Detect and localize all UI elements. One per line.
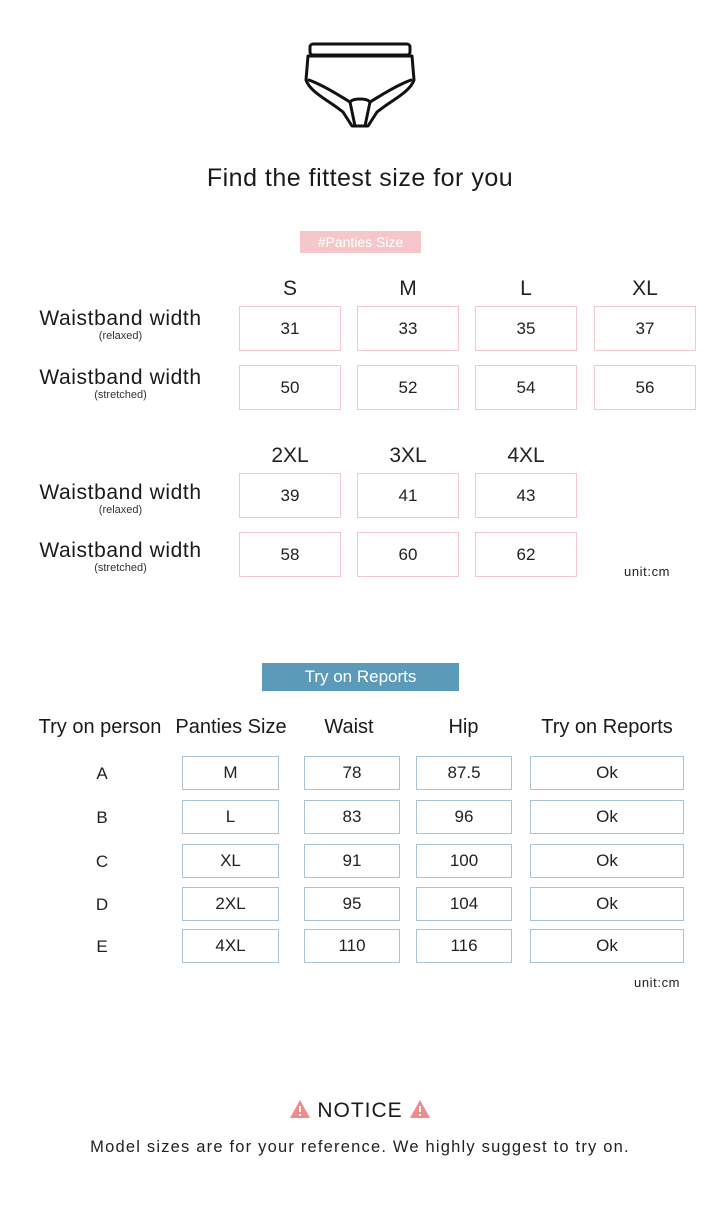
report-cell: Ok bbox=[530, 800, 684, 834]
header-panties-size: Panties Size bbox=[175, 716, 287, 738]
waist-cell: 95 bbox=[304, 887, 400, 921]
hip-cell: 100 bbox=[416, 844, 512, 878]
unit-label: unit:cm bbox=[624, 564, 671, 579]
value-cell: 37 bbox=[594, 306, 696, 351]
size-header-3xl: 3XL bbox=[389, 444, 427, 467]
row-label-sub: (relaxed) bbox=[98, 504, 143, 516]
person-label: C bbox=[95, 852, 109, 871]
warning-triangle-icon bbox=[289, 1099, 311, 1119]
value-cell: 52 bbox=[357, 365, 459, 410]
value-cell: 54 bbox=[475, 365, 577, 410]
size-header-xl: XL bbox=[632, 277, 658, 300]
notice-title: NOTICE bbox=[317, 1099, 403, 1122]
header-waist: Waist bbox=[324, 716, 374, 738]
size-cell: XL bbox=[182, 844, 279, 878]
header-try-on-reports: Try on Reports bbox=[541, 716, 673, 738]
person-label: E bbox=[96, 937, 108, 956]
person-label: B bbox=[96, 808, 108, 827]
warning-triangle-icon bbox=[409, 1099, 431, 1119]
report-cell: Ok bbox=[530, 929, 684, 963]
waist-cell: 78 bbox=[304, 756, 400, 790]
hip-cell: 116 bbox=[416, 929, 512, 963]
header-try-on-person: Try on person bbox=[38, 716, 162, 738]
panties-icon bbox=[300, 40, 420, 130]
hip-cell: 96 bbox=[416, 800, 512, 834]
row-label-main: Waistband width bbox=[39, 366, 202, 389]
row-label-sub: (stretched) bbox=[94, 389, 147, 401]
hip-cell: 104 bbox=[416, 887, 512, 921]
row-label-main: Waistband width bbox=[39, 307, 202, 330]
value-cell: 50 bbox=[239, 365, 341, 410]
value-cell: 62 bbox=[475, 532, 577, 577]
value-cell: 31 bbox=[239, 306, 341, 351]
size-header-4xl: 4XL bbox=[507, 444, 545, 467]
value-cell: 56 bbox=[594, 365, 696, 410]
notice-heading bbox=[0, 1099, 720, 1123]
value-cell: 58 bbox=[239, 532, 341, 577]
row-label-sub: (stretched) bbox=[94, 562, 147, 574]
hip-cell: 87.5 bbox=[416, 756, 512, 790]
report-cell: Ok bbox=[530, 756, 684, 790]
try-on-reports-tag: Try on Reports bbox=[262, 663, 459, 691]
size-cell: 4XL bbox=[182, 929, 279, 963]
size-header-2xl: 2XL bbox=[271, 444, 309, 467]
report-cell: Ok bbox=[530, 844, 684, 878]
notice-text: Model sizes are for your reference. We highly suggest to try on. bbox=[90, 1138, 630, 1156]
value-cell: 43 bbox=[475, 473, 577, 518]
size-cell: M bbox=[182, 756, 279, 790]
size-header-m: M bbox=[399, 277, 417, 300]
row-label-main: Waistband width bbox=[39, 481, 202, 504]
person-label: A bbox=[96, 764, 108, 783]
person-label: D bbox=[95, 895, 109, 914]
row-label-relaxed bbox=[18, 482, 223, 516]
report-cell: Ok bbox=[530, 887, 684, 921]
waist-cell: 83 bbox=[304, 800, 400, 834]
size-header-l: L bbox=[520, 277, 532, 300]
row-label-sub: (relaxed) bbox=[98, 330, 143, 342]
row-label-relaxed bbox=[18, 308, 223, 342]
value-cell: 60 bbox=[357, 532, 459, 577]
value-cell: 41 bbox=[357, 473, 459, 518]
size-header-s: S bbox=[282, 277, 297, 300]
reports-unit-label: unit:cm bbox=[634, 975, 681, 990]
header-hip: Hip bbox=[448, 716, 479, 738]
row-label-main: Waistband width bbox=[39, 539, 202, 562]
waist-cell: 91 bbox=[304, 844, 400, 878]
panties-size-tag: #Panties Size bbox=[300, 231, 421, 253]
size-cell: L bbox=[182, 800, 279, 834]
row-label-stretched bbox=[18, 367, 223, 401]
row-label-stretched bbox=[18, 540, 223, 574]
size-cell: 2XL bbox=[182, 887, 279, 921]
page-title: Find the fittest size for you bbox=[206, 164, 514, 192]
waist-cell: 110 bbox=[304, 929, 400, 963]
value-cell: 35 bbox=[475, 306, 577, 351]
value-cell: 33 bbox=[357, 306, 459, 351]
value-cell: 39 bbox=[239, 473, 341, 518]
